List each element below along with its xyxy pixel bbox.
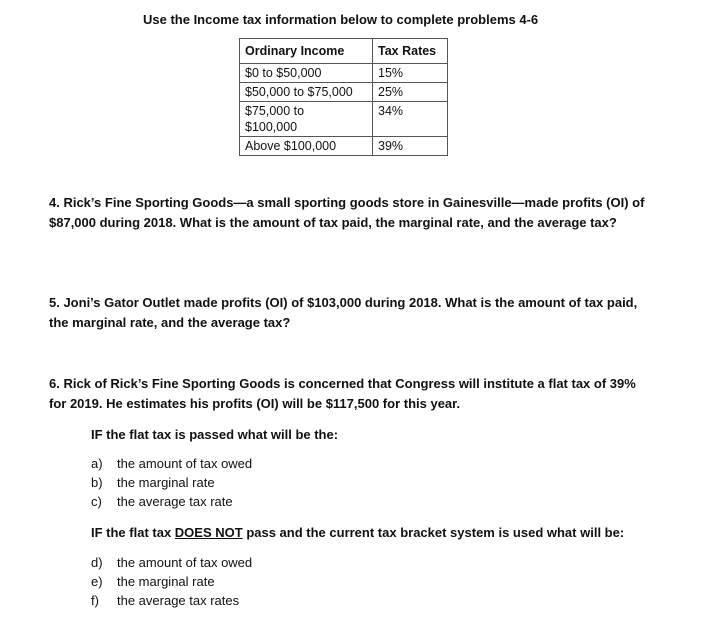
- sub-question-list-1: [91, 454, 252, 511]
- instructions-heading: Use the Income tax information below to complete problems 4-6: [143, 12, 539, 27]
- rate-cell: 34%: [373, 102, 448, 137]
- table-row: [240, 64, 448, 83]
- list-item: [91, 492, 252, 511]
- income-cell: $0 to $50,000: [240, 64, 373, 83]
- table-row: [240, 83, 448, 102]
- list-text: the amount of tax owed: [117, 555, 253, 570]
- rate-cell: 15%: [373, 64, 448, 83]
- income-line-2: $100,000: [245, 120, 298, 134]
- does-not-emphasis: DOES NOT: [174, 525, 243, 540]
- if-flat-tax-passed: IF the flat tax is passed what will be the:: [91, 427, 339, 442]
- list-letter: b): [91, 475, 103, 490]
- list-text: the average tax rate: [117, 494, 233, 509]
- rate-cell: 39%: [373, 137, 448, 156]
- list-item: [91, 473, 252, 492]
- list-letter: a): [91, 456, 103, 471]
- income-cell: $50,000 to $75,000: [240, 83, 373, 102]
- income-line-1: $75,000 to: [245, 104, 305, 118]
- question-4: 4. Rick’s Fine Sporting Goods—a small sporting goods store in Gainesville—made profits (OI) of $87,000 during 2018. What is the amount of tax paid, the marginal rate, and the average tax?: [49, 195, 645, 230]
- list-letter: d): [91, 555, 103, 570]
- table-row: [240, 137, 448, 156]
- income-cell: Above $100,000: [240, 137, 373, 156]
- if-not-post: pass and the current tax bracket system is used what will be:: [242, 525, 625, 540]
- table-header-row: [240, 39, 448, 64]
- list-text: the marginal rate: [117, 475, 215, 490]
- list-text: the amount of tax owed: [117, 456, 253, 471]
- tax-rate-table: [239, 38, 448, 156]
- list-letter: e): [91, 574, 103, 589]
- if-flat-tax-not-passed: [91, 523, 624, 542]
- list-item: [91, 454, 252, 473]
- header-tax-rates: Tax Rates: [373, 39, 448, 64]
- table-row: [240, 102, 448, 137]
- header-ordinary-income: Ordinary Income: [240, 39, 373, 64]
- list-item: [91, 553, 252, 572]
- question-5: 5. Joni’s Gator Outlet made profits (OI) of $103,000 during 2018. What is the amount of tax paid, the marginal rate, and the average tax?: [49, 295, 638, 330]
- question-6: 6. Rick of Rick’s Fine Sporting Goods is concerned that Congress will institute a flat tax of 39% for 2019. He estimates his profits (OI) will be $117,500 for this year.: [49, 376, 636, 411]
- sub-question-list-2: [91, 553, 252, 610]
- if-not-pre: IF the flat tax: [91, 525, 175, 540]
- list-item: [91, 591, 252, 610]
- list-letter: c): [91, 494, 102, 509]
- income-cell: [240, 102, 373, 137]
- rate-cell: 25%: [373, 83, 448, 102]
- list-text: the average tax rates: [117, 593, 240, 608]
- list-item: [91, 572, 252, 591]
- list-text: the marginal rate: [117, 574, 215, 589]
- list-letter: f): [91, 593, 99, 608]
